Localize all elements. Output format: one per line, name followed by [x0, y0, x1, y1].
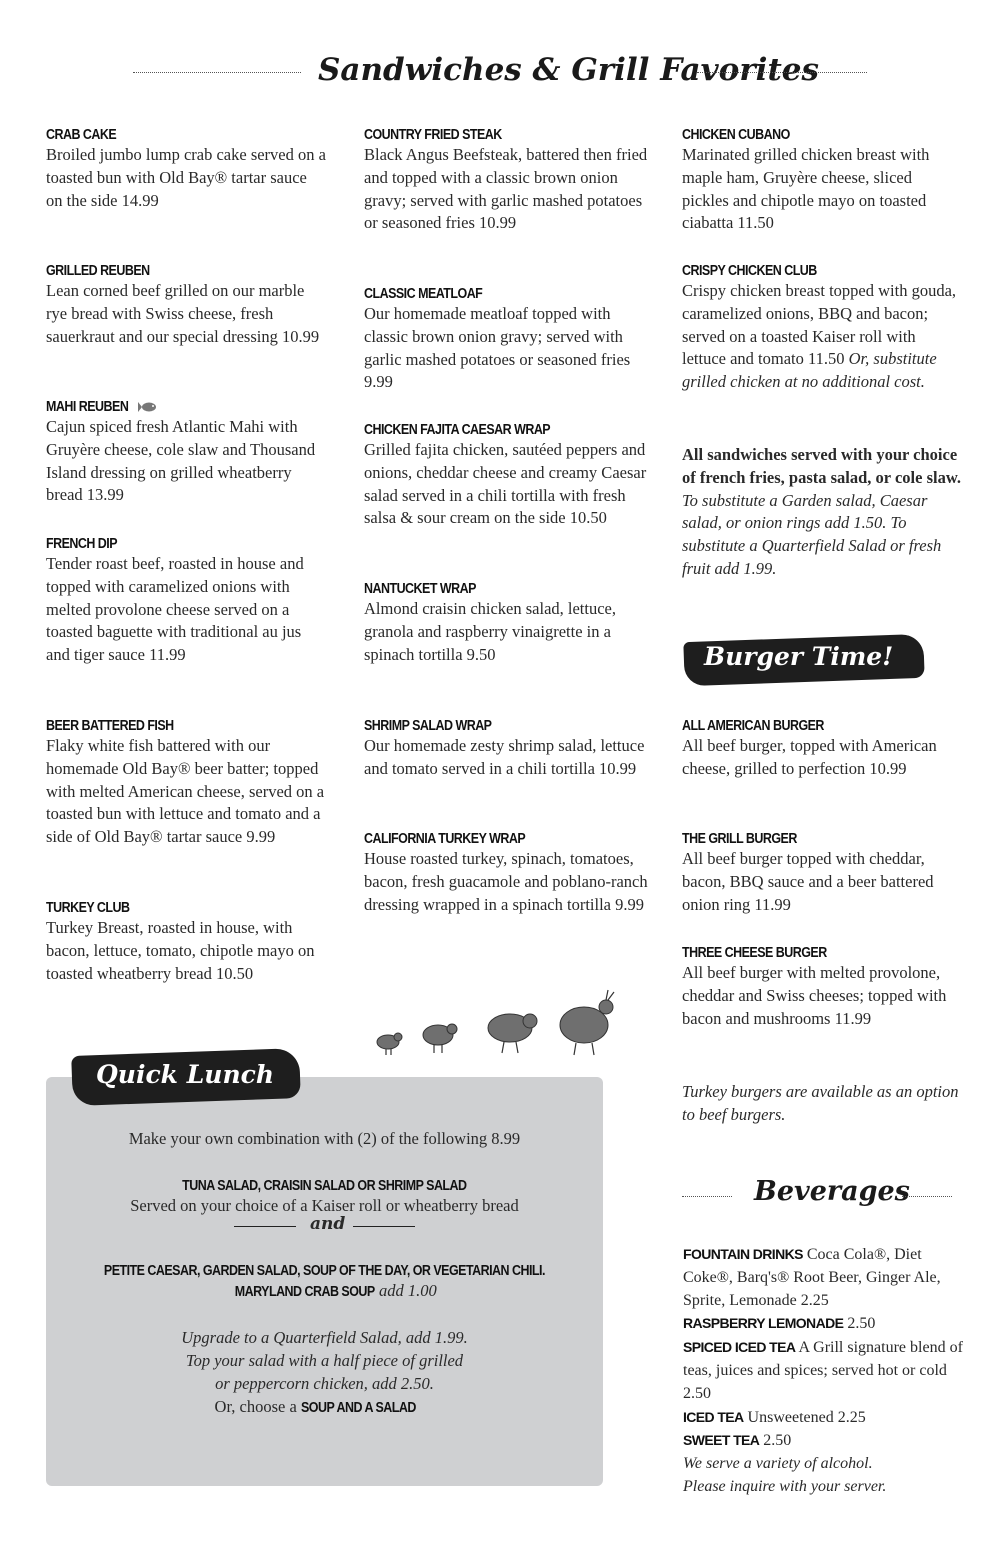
beverage-iced-tea: ICED TEA Unsweetened 2.25 — [683, 1408, 866, 1426]
title-divider-left — [133, 72, 301, 73]
menu-item-country-fried-steak: COUNTRY FRIED STEAK Black Angus Beefsteak, battered then fried and topped with a classic brown onion gravy; served with garlic mashed potatoes or seasoned fries 10.99 — [364, 127, 648, 233]
quick-lunch-content: Make your own combination with (2) of the following 8.99 TUNA SALAD, CRAISIN SALAD OR SHRIMP SALAD Served on your choice of a Kaiser roll or wheatberry bread and PETITE CAESAR, GARDEN SALAD, SOUP OF THE DAY, OR VEGETARIAN CHILI. MARYLAND CRAB SOUP add 1.00 Upgrade to a Quarterfield Salad, add 1.99. Top your salad with a half piece of grilled or peppercorn chicken, add 2.50. Or, choose a SOUP AND A SALAD — [46, 1128, 603, 1420]
birds-illustration — [370, 985, 630, 1060]
menu-item-crispy-chicken-club: CRISPY CHICKEN CLUB Crispy chicken breast topped with gouda, caramelized onions, BBQ and bacon; served on a toasted Kaiser roll with lettuce and tomato 11.50 Or, substitute grilled chicken at no additional cost. — [682, 263, 957, 392]
menu-item-chicken-fajita-caesar-wrap: CHICKEN FAJITA CAESAR WRAP Grilled fajita chicken, sautéed peppers and onions, cheddar cheese and creamy Caesar salad served in a chili tortilla with fresh salsa & sour cream on the side 10.50 — [364, 422, 647, 528]
turkey-burger-note: Turkey burgers are available as an option to beef burgers. — [682, 1082, 959, 1124]
menu-item-crab-cake: CRAB CAKE Broiled jumbo lump crab cake served on a toasted bun with Old Bay® tartar sauce on the side 14.99 — [46, 127, 326, 210]
section-title-row — [0, 48, 1000, 98]
beverage-raspberry: RASPBERRY LEMONADE 2.50 — [683, 1315, 876, 1333]
menu-item-grilled-reuben: GRILLED REUBEN Lean corned beef grilled on our marble rye bread with Swiss cheese, fresh sauerkraut and our special dressing 10.99 — [46, 263, 320, 346]
menu-item-classic-meatloaf: CLASSIC MEATLOAF Our homemade meatloaf topped with classic brown onion gravy; served with garlic mashed potatoes or seasoned fries 9.99 — [364, 286, 631, 392]
menu-item-french-dip: FRENCH DIP Tender roast beef, roasted in house and topped with caramelized onions with melted provolone cheese served on a toasted baguette with traditional au jus and tiger sauce 11.99 — [46, 536, 304, 665]
beverage-sweet-tea: SWEET TEA 2.50 — [683, 1432, 792, 1450]
quick-choice2-head: PETITE CAESAR, GARDEN SALAD, SOUP OF THE DAY, OR VEGETARIAN CHILI. — [103, 1262, 546, 1279]
menu-item-chicken-cubano: CHICKEN CUBANO Marinated grilled chicken breast with maple ham, Gruyère cheese, sliced pickles and chipotle mayo on toasted ciabatta 11.50 — [682, 127, 930, 233]
burger-banner-title: Burger Time! — [704, 642, 894, 671]
beverages-title: Beverages — [754, 1176, 910, 1207]
beverages-list: FOUNTAIN DRINKS Coca Cola®, Diet Coke®, Barq's® Root Beer, Ginger Ale, Sprite, Lemonade 2.25 RASPBERRY LEMONADE 2.50 SPICED ICED TEA A Grill signature blend of teas, juices and spices; served hot or cold 2.50 ICED TEA Unsweetened 2.25 SWEET TEA 2.50 We serve a variety of alcohol. Please inquire with your server. — [683, 1243, 965, 1499]
beverages-divider-left — [682, 1196, 732, 1197]
menu-item-mahi-reuben: MAHI REUBEN Cajun spiced fresh Atlantic Mahi with Gruyère cheese, cole slaw and Thousand Island dressing on grilled wheatberry bread 13.99 — [46, 399, 316, 505]
beverage-fountain: FOUNTAIN DRINKS Coca Cola®, Diet Coke®, Barq's® Root Beer, Ginger Ale, Sprite, Lemonade 2.25 — [683, 1246, 941, 1309]
fish-icon — [138, 398, 160, 414]
menu-item-nantucket-wrap: NANTUCKET WRAP Almond craisin chicken salad, lettuce, granola and raspberry vinaigrette in a spinach tortilla 9.50 — [364, 581, 616, 664]
menu-item-beer-battered-fish: BEER BATTERED FISH Flaky white fish battered with our homemade Old Bay® beer batter; topped with melted American cheese, served on a toasted bun with lettuce and tomato and a side of Old Bay® tartar sauce 9.99 — [46, 718, 325, 847]
sides-info: All sandwiches served with your choice of french fries, pasta salad, or cole slaw. To substitute a Garden salad, Caesar salad, or onion rings add 1.50. To substitute a Quarterfield Salad or fresh fruit add 1.99. — [682, 445, 961, 578]
menu-item-all-american-burger: ALL AMERICAN BURGER All beef burger, topped with American cheese, grilled to perfection 10.99 — [682, 718, 937, 778]
beverage-spiced-tea: SPICED ICED TEA A Grill signature blend of teas, juices and spices; served hot or cold 2.50 — [683, 1339, 963, 1402]
quick-choice1-head: TUNA SALAD, CRAISIN SALAD OR SHRIMP SALAD — [182, 1177, 467, 1194]
page-title: Sandwiches & Grill Favorites — [318, 52, 819, 88]
menu-item-the-grill-burger: THE GRILL BURGER All beef burger topped with cheddar, bacon, BBQ sauce and a beer battered onion ring 11.99 — [682, 831, 934, 914]
title-divider-right — [697, 72, 867, 73]
menu-item-three-cheese-burger: THREE CHEESE BURGER All beef burger with melted provolone, cheddar and Swiss cheeses; topped with bacon and mushrooms 11.99 — [682, 945, 947, 1028]
beverages-divider-right — [902, 1196, 952, 1197]
quick-lunch-title: Quick Lunch — [96, 1060, 275, 1089]
menu-item-turkey-club: TURKEY CLUB Turkey Breast, roasted in house, with bacon, lettuce, tomato, chipotle mayo on toasted wheatberry bread 10.50 — [46, 900, 315, 983]
menu-item-california-turkey-wrap: CALIFORNIA TURKEY WRAP House roasted turkey, spinach, tomatoes, bacon, fresh guacamole and poblano-ranch dressing wrapped in a spinach tortilla 9.99 — [364, 831, 648, 914]
menu-item-shrimp-salad-wrap: SHRIMP SALAD WRAP Our homemade zesty shrimp salad, lettuce and tomato served in a chili tortilla 10.99 — [364, 718, 645, 778]
and-divider: and — [46, 1218, 603, 1232]
